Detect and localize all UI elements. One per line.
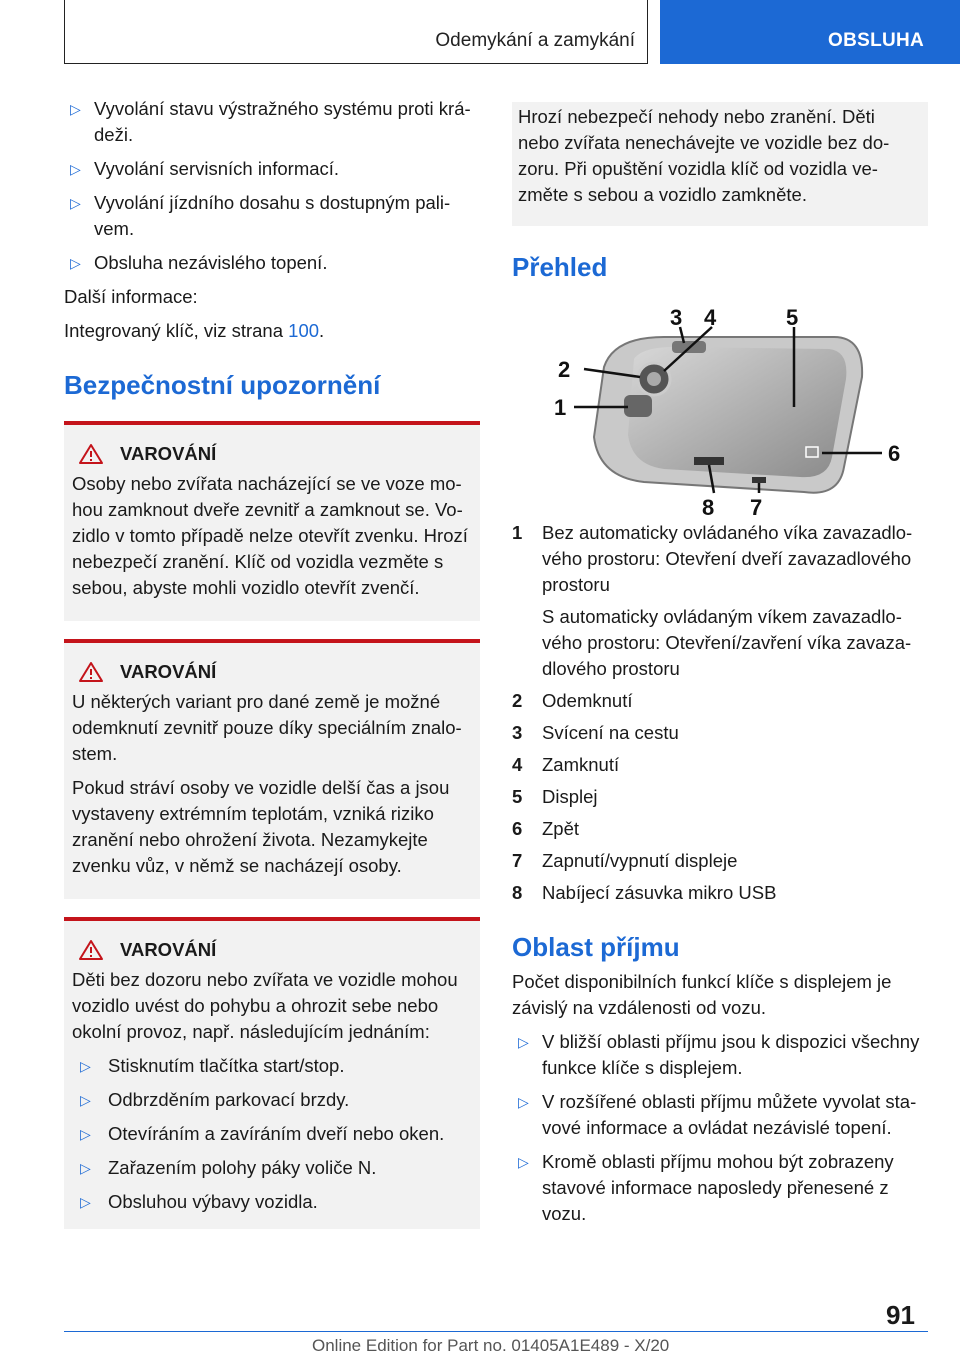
overview-heading: Přehled [512,252,608,282]
list-item: 6 Zpět [512,818,580,839]
edition-note: Online Edition for Part no. 01405A1E489 - X/20 [312,1336,670,1355]
warning-text: Děti bez dozoru nebo zvířata ve vozidle mohou vozidlo uvést do pohybu a ohrozit sebe nebo okolní provoz, např. následujícím jednáním: [72,969,458,1042]
callout-1: 1 [554,395,567,420]
bullet-list-top [64,96,480,276]
range-heading: Oblast příjmu [512,932,680,962]
warning-box-1 [64,421,480,621]
list-item: ▷ Kromě oblasti příjmu mohou být zobrazeny stavové informace naposledy přenesené z vozu. [518,1151,894,1224]
list-item: ▷ Vyvolání jízdního dosahu s dostupným pali-vem. [70,192,451,239]
list-item: 1 Bez automaticky ovládaného víka zavazadlo-vého prostoru: Otevření dveří zavazadlového prostoru S automaticky ovládaným víkem zavazadlo-vého prostoru: Otevření/zavření víka zavaza-dlového prostoru [512,522,913,679]
warning-label: VAROVÁNÍ [120,939,217,960]
triangle-bullet-icon: ▷ [70,255,81,271]
range-intro: Počet disponibilních funkcí klíče s displejem je závislý na vzdálenosti od vozu. [512,971,892,1018]
warning-continued-box [512,102,928,226]
list-item: ▷ Obsluha nezávislého topení. [64,250,480,276]
list-item: 5 Displej [512,786,598,807]
callout-4: 4 [704,305,717,330]
triangle-bullet-icon: ▷ [80,1092,91,1108]
list-item: 8 Nabíjecí zásuvka mikro USB [512,882,777,903]
list-item: 4 Zamknutí [512,754,620,775]
chapter-tab[interactable]: OBSLUHA [660,0,960,64]
legend-list [512,520,928,906]
warning-triangle-icon [78,939,104,961]
triangle-bullet-icon: ▷ [80,1058,91,1074]
footer-divider [64,1331,928,1332]
warning-label: VAROVÁNÍ [120,661,217,682]
list-item: ▷ Otevíráním a zavíráním dveří nebo oken. [72,1121,472,1147]
callout-3: 3 [670,305,683,330]
warning-triangle-icon [78,443,104,465]
triangle-bullet-icon: ▷ [70,101,81,117]
triangle-bullet-icon: ▷ [518,1154,529,1170]
triangle-bullet-icon: ▷ [518,1034,529,1050]
list-item: ▷ Stisknutím tlačítka start/stop. [72,1053,472,1079]
safety-heading: Bezpečnostní upozornění [64,370,381,400]
warning-box-3 [64,917,480,1229]
reference-line: Integrovaný klíč, viz strana 100. [64,320,325,341]
callout-5: 5 [786,305,799,330]
callout-6: 6 [888,441,901,466]
page-link[interactable]: 100 [288,320,320,341]
list-item: ▷ V rozšířené oblasti příjmu můžete vyvolat sta-vové informace a ovládat nezávislé topení. [518,1091,917,1138]
triangle-bullet-icon: ▷ [80,1194,91,1210]
list-item: ▷ Obsluhou výbavy vozidla. [72,1189,472,1215]
triangle-bullet-icon: ▷ [80,1126,91,1142]
header-section-box [64,0,648,64]
triangle-bullet-icon: ▷ [80,1160,91,1176]
triangle-bullet-icon: ▷ [70,161,81,177]
warning-label: VAROVÁNÍ [120,443,217,464]
warning-text: Hrozí nebezpečí nehody nebo zranění. Děti nebo zvířata nenechávejte ve vozidle bez do-zoru. Při opuštění vozidla klíč od vozidla ve-změte s sebou a vozidlo zamkněte. [518,106,890,205]
list-item: ▷ Zařazením polohy páky voliče N. [72,1155,472,1181]
warning-text: Pokud stráví osoby ve vozidle delší čas a jsou vystaveny extrémním teplotám, vzniká riziko zranění nebo ohrožení života. Nezamykejte zvenku vůz, v němž se nacházejí osoby. [72,777,450,876]
triangle-bullet-icon: ▷ [70,195,81,211]
section-title: Odemykání a zamykání [435,30,635,51]
callout-7: 7 [750,495,763,520]
list-item: ▷ V bližší oblasti příjmu jsou k dispozici všechny funkce klíče s displejem. [518,1031,920,1078]
warning-text: Osoby nebo zvířata nacházející se ve voze mo-hou zamknout dveře zevnitř a zamknout se. Vo-zidlo v tomto případě nelze otevřít zvenku. Hrozí nebezpečí zranění. Klíč od vozidla vezměte s sebou, abyste mohli vozidlo otevřít zvenčí. [72,473,468,598]
warning-triangle-icon [78,661,104,683]
list-item: 3 Svícení na cestu [512,722,679,743]
right-column [512,102,928,1235]
callout-8: 8 [702,495,715,520]
triangle-bullet-icon: ▷ [518,1094,529,1110]
list-item: ▷ Vyvolání stavu výstražného systému proti krá-deži. [70,98,471,145]
display-key-illustration [544,305,914,520]
list-item: 7 Zapnutí/vypnutí displeje [512,850,738,871]
page-number: 91 [886,1300,915,1330]
list-item: 2 Odemknutí [512,690,633,711]
warning-box-2 [64,639,480,899]
list-item: ▷ Odbrzděním parkovací brzdy. [72,1087,472,1113]
left-column [64,96,480,1229]
list-item: ▷ Vyvolání servisních informací. [64,156,480,182]
more-info-label: Další informace: [64,286,198,307]
warning-text: U některých variant pro dané země je možné odemknutí zevnitř pouze díky speciálním znalo-stem. [72,691,462,764]
callout-2: 2 [558,357,571,382]
